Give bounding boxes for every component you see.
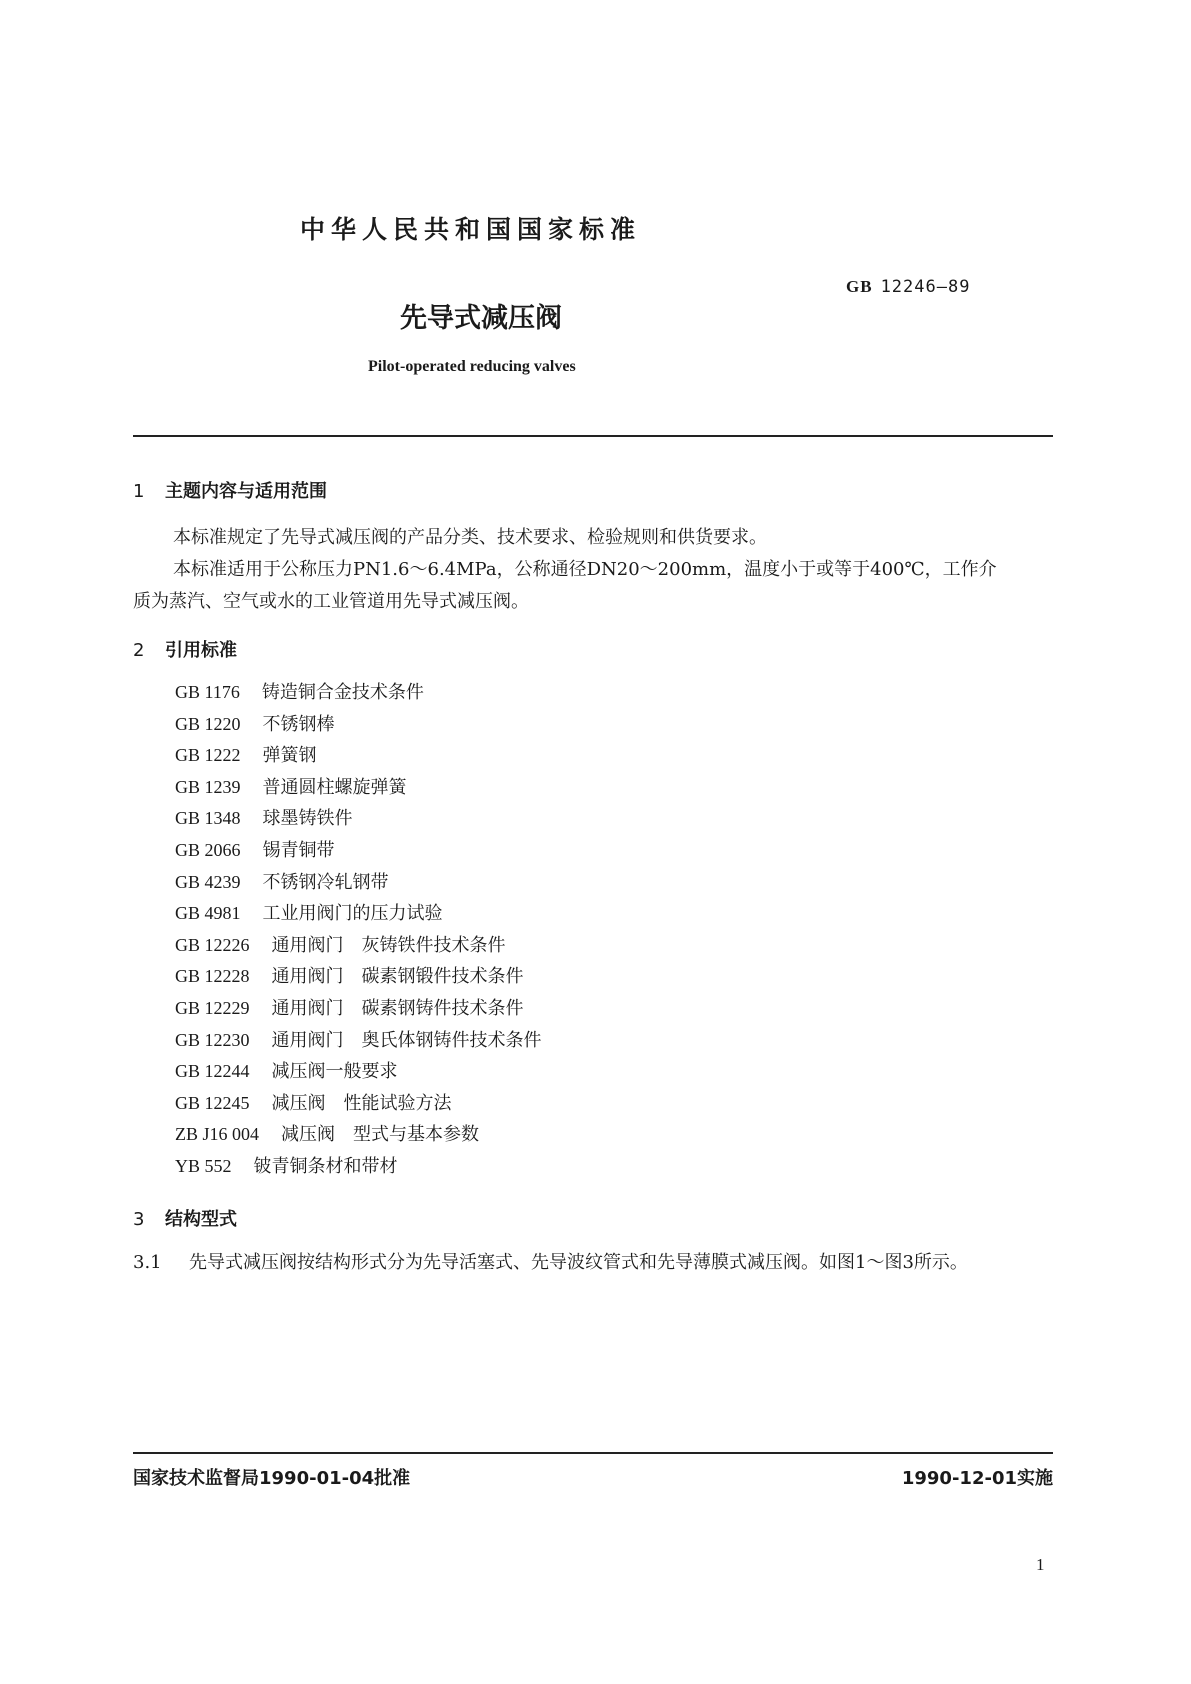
page-number: 1: [1036, 1555, 1045, 1574]
reference-item: [175, 867, 542, 899]
reference-code: ZB J16 004: [175, 1124, 260, 1145]
section-2-heading: [133, 636, 237, 662]
reference-item: [175, 1056, 542, 1088]
section-1-title: 主题内容与适用范围: [165, 481, 327, 502]
reference-title: 通用阀门 碳素钢铸件技术条件: [271, 997, 524, 1019]
section-1-paragraph-2-line-1: 本标准适用于公称压力PN1.6～6.4MPa，公称通径DN20～200mm，温度小于或等于400℃，工作介: [173, 559, 997, 580]
approval-date: 国家技术监督局1990-01-04批准: [133, 1468, 411, 1489]
reference-title: 通用阀门 灰铸铁件技术条件: [271, 934, 506, 956]
reference-item: [175, 993, 542, 1025]
section-2-number: 2: [133, 640, 145, 661]
document-title-english: Pilot-operated reducing valves: [368, 358, 576, 375]
section-1-number: 1: [133, 481, 145, 502]
section-1-paragraph-1: 本标准规定了先导式减压阀的产品分类、技术要求、检验规则和供货要求。: [173, 527, 767, 548]
reference-item: [175, 930, 542, 962]
footer-divider: [133, 1452, 1053, 1454]
standard-code-prefix: GB: [846, 277, 873, 296]
reference-item: [175, 803, 542, 835]
reference-title: 工业用阀门的压力试验: [262, 903, 443, 925]
reference-title: 铸造铜合金技术条件: [261, 682, 424, 703]
reference-code: YB 552: [175, 1155, 232, 1176]
reference-item: [175, 1088, 542, 1120]
reference-item: [175, 961, 542, 993]
reference-code: GB 1348: [175, 808, 241, 829]
reference-code: GB 4239: [175, 871, 241, 892]
reference-code: GB 1239: [175, 776, 241, 797]
reference-code: GB 12229: [175, 997, 250, 1018]
section-3-heading: [133, 1205, 237, 1231]
section-3-title: 结构型式: [165, 1209, 237, 1230]
reference-code: GB 2066: [175, 839, 241, 860]
reference-item: [175, 1151, 542, 1183]
reference-item: [175, 772, 542, 804]
section-1-body: [133, 522, 1053, 618]
reference-item: [175, 898, 542, 930]
reference-title: 不锈钢冷轧钢带: [262, 871, 389, 893]
reference-title: 减压阀一般要求: [271, 1061, 398, 1083]
section-1-heading: [133, 477, 327, 503]
reference-item: [175, 709, 542, 741]
reference-title: 普通圆柱螺旋弹簧: [262, 776, 407, 798]
reference-title: 锡青铜带: [262, 839, 335, 861]
document-title-chinese: 先导式减压阀: [400, 303, 562, 334]
reference-item: [175, 1119, 542, 1151]
reference-title: 球墨铸铁件: [262, 808, 353, 830]
reference-code: GB 12226: [175, 934, 250, 955]
reference-item: [175, 1025, 542, 1057]
reference-item: [175, 677, 542, 709]
reference-code: GB 4981: [175, 903, 241, 924]
reference-code: GB 1220: [175, 713, 241, 734]
section-2-title: 引用标准: [165, 640, 237, 661]
clause-3-1: [133, 1247, 968, 1279]
standard-code: [846, 277, 970, 297]
section-3-number: 3: [133, 1209, 145, 1230]
reference-item: [175, 740, 542, 772]
reference-title: 弹簧钢: [262, 745, 317, 767]
normative-references-list: [175, 677, 542, 1183]
section-1-paragraph-2-line-2: 质为蒸汽、空气或水的工业管道用先导式减压阀。: [133, 591, 529, 612]
effective-date: 1990-12-01实施: [901, 1468, 1053, 1489]
reference-item: [175, 835, 542, 867]
reference-code: GB 1176: [175, 682, 240, 702]
reference-code: GB 1222: [175, 745, 241, 766]
header-divider: [133, 435, 1053, 437]
clause-3-1-number: 3.1: [133, 1252, 162, 1273]
reference-code: GB 12244: [175, 1061, 250, 1082]
issuing-organization: 中华人民共和国国家标准: [300, 215, 642, 244]
reference-title: 铍青铜条材和带材: [253, 1155, 398, 1177]
reference-code: GB 12245: [175, 1092, 250, 1113]
reference-code: GB 12230: [175, 1029, 250, 1050]
reference-title: 通用阀门 奥氏体钢铸件技术条件: [271, 1029, 542, 1051]
reference-title: 通用阀门 碳素钢锻件技术条件: [271, 966, 524, 988]
reference-code: GB 12228: [175, 966, 250, 987]
reference-title: 减压阀 性能试验方法: [271, 1092, 452, 1114]
standard-code-number: 12246—89: [880, 277, 971, 297]
reference-title: 减压阀 型式与基本参数: [281, 1124, 480, 1146]
clause-3-1-text: 先导式减压阀按结构形式分为先导活塞式、先导波纹管式和先导薄膜式减压阀。如图1～图3所示。: [189, 1252, 968, 1273]
reference-title: 不锈钢棒: [262, 713, 335, 735]
